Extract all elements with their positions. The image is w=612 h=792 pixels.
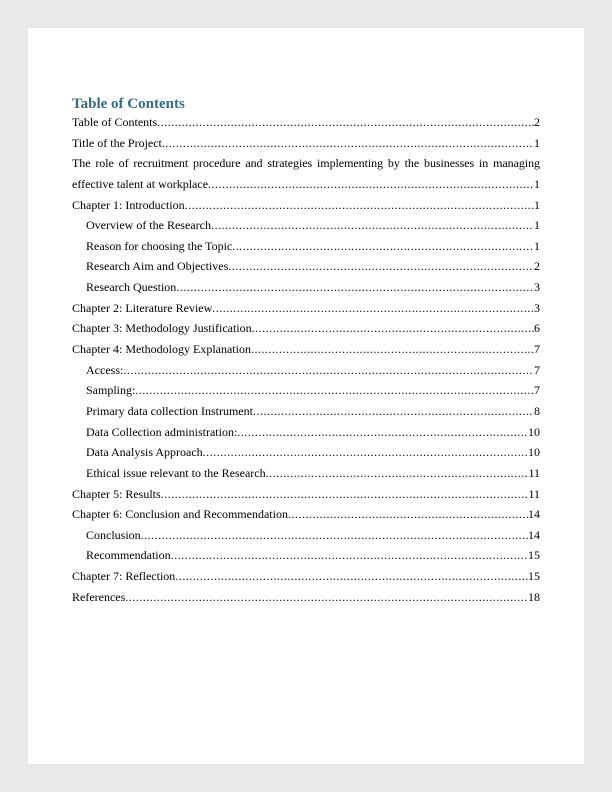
toc-entry[interactable] <box>72 195 540 216</box>
toc-entry-label: Chapter 3: Methodology Justification <box>72 321 252 336</box>
toc-entry[interactable] <box>72 401 540 422</box>
toc-page-number: 7 <box>534 383 540 398</box>
toc-entry[interactable] <box>72 277 540 298</box>
toc-leader-dots <box>266 463 529 484</box>
toc-page-number: 1 <box>534 135 540 150</box>
toc-entry-label: Access: <box>86 362 124 377</box>
toc-entry[interactable] <box>72 318 540 339</box>
toc-page-number: 14 <box>528 507 540 522</box>
toc-page-number: 15 <box>528 569 540 584</box>
toc-leader-dots <box>211 215 534 236</box>
toc-entry[interactable] <box>72 236 540 257</box>
toc-page-number: 18 <box>528 589 540 604</box>
toc-entry[interactable]: The role of recruitment procedure and strategies implementing by the businesses in managing <box>72 156 540 171</box>
toc-leader-dots <box>176 277 534 298</box>
document-page <box>28 28 584 764</box>
toc-page-number: 1 <box>534 238 540 253</box>
toc-entry[interactable] <box>72 422 540 443</box>
toc-entry-label: Chapter 6: Conclusion and Recommendation <box>72 507 288 522</box>
toc-leader-dots <box>175 566 528 587</box>
toc-page-number: 1 <box>534 176 540 191</box>
toc-entry[interactable] <box>72 298 540 319</box>
toc-leader-dots <box>288 504 528 525</box>
toc-page-number: 2 <box>534 259 540 274</box>
toc-leader-dots <box>232 236 534 257</box>
toc-leader-dots <box>252 318 534 339</box>
toc-entry[interactable] <box>72 133 540 154</box>
table-of-contents <box>72 112 540 607</box>
toc-leader-dots <box>171 545 528 566</box>
toc-entry-label: Research Aim and Objectives <box>86 259 229 274</box>
toc-entry-label: Ethical issue relevant to the Research <box>86 465 266 480</box>
toc-entry[interactable] <box>72 566 540 587</box>
toc-entry-label: Chapter 5: Results <box>72 486 161 501</box>
toc-entry[interactable] <box>72 484 540 505</box>
toc-leader-dots <box>253 401 534 422</box>
toc-leader-dots <box>228 256 534 277</box>
toc-entry-label: Primary data collection Instrument <box>86 403 253 418</box>
toc-entry-label: Chapter 4: Methodology Explanation <box>72 342 251 357</box>
toc-page-number: 10 <box>528 424 540 439</box>
toc-entry[interactable] <box>72 587 540 608</box>
toc-entry[interactable] <box>72 545 540 566</box>
toc-leader-dots <box>212 298 534 319</box>
toc-leader-dots <box>208 174 534 195</box>
toc-entry-label: Data Collection administration: <box>86 424 238 439</box>
toc-entry-label: Chapter 1: Introduction <box>72 197 185 212</box>
toc-leader-dots <box>203 442 528 463</box>
page-title: Table of Contents <box>72 96 185 112</box>
toc-leader-dots <box>161 484 529 505</box>
toc-page-number: 7 <box>534 362 540 377</box>
toc-page-number: 2 <box>534 115 540 129</box>
toc-entry-label: Table of Contents <box>72 115 158 129</box>
toc-entry-label: Title of the Project <box>72 135 162 150</box>
toc-page-number: 3 <box>534 280 540 295</box>
toc-entry-label: Recommendation <box>86 548 171 563</box>
toc-entry[interactable] <box>72 360 540 381</box>
toc-entry[interactable] <box>72 463 540 484</box>
toc-entry-label: Chapter 7: Reflection <box>72 569 176 584</box>
toc-entry[interactable] <box>72 504 540 525</box>
toc-page-number: 15 <box>528 548 540 563</box>
toc-page-number: 11 <box>528 486 540 501</box>
toc-page-number: 11 <box>528 465 540 480</box>
toc-page-number: 1 <box>534 197 540 212</box>
toc-entry[interactable] <box>72 215 540 236</box>
toc-entry-label: Research Question <box>86 280 177 295</box>
toc-entry-label: References <box>72 589 126 604</box>
toc-leader-dots <box>185 195 534 216</box>
toc-page-number: 8 <box>534 403 540 418</box>
toc-entry[interactable] <box>72 339 540 360</box>
toc-entry-label: effective talent at workplace <box>72 176 209 191</box>
toc-entry-label: Overview of the Research <box>86 218 211 233</box>
toc-leader-dots <box>251 339 534 360</box>
toc-entry-label: Reason for choosing the Topic <box>86 238 233 253</box>
toc-page-number: 6 <box>534 321 540 336</box>
toc-entry[interactable] <box>72 380 540 401</box>
toc-page-number: 7 <box>534 342 540 357</box>
toc-entry-label: Conclusion <box>86 527 141 542</box>
toc-leader-dots <box>135 380 534 401</box>
toc-page-number: 3 <box>534 300 540 315</box>
toc-leader-dots <box>237 422 528 443</box>
toc-entry[interactable] <box>72 442 540 463</box>
toc-page-number: 1 <box>534 218 540 233</box>
toc-page-number: 14 <box>528 527 540 542</box>
toc-entry[interactable] <box>72 112 540 133</box>
toc-leader-dots <box>157 112 534 133</box>
toc-entry-label: Data Analysis Approach <box>86 445 203 460</box>
toc-entry-label: Chapter 2: Literature Review <box>72 300 213 315</box>
toc-leader-dots <box>141 525 528 546</box>
toc-entry-label: Sampling: <box>86 383 136 398</box>
toc-leader-dots <box>162 133 534 154</box>
toc-entry[interactable] <box>72 174 540 195</box>
toc-entry[interactable] <box>72 525 540 546</box>
toc-page-number: 10 <box>528 445 540 460</box>
toc-leader-dots <box>125 587 528 608</box>
toc-entry[interactable] <box>72 256 540 277</box>
toc-leader-dots <box>123 360 534 381</box>
